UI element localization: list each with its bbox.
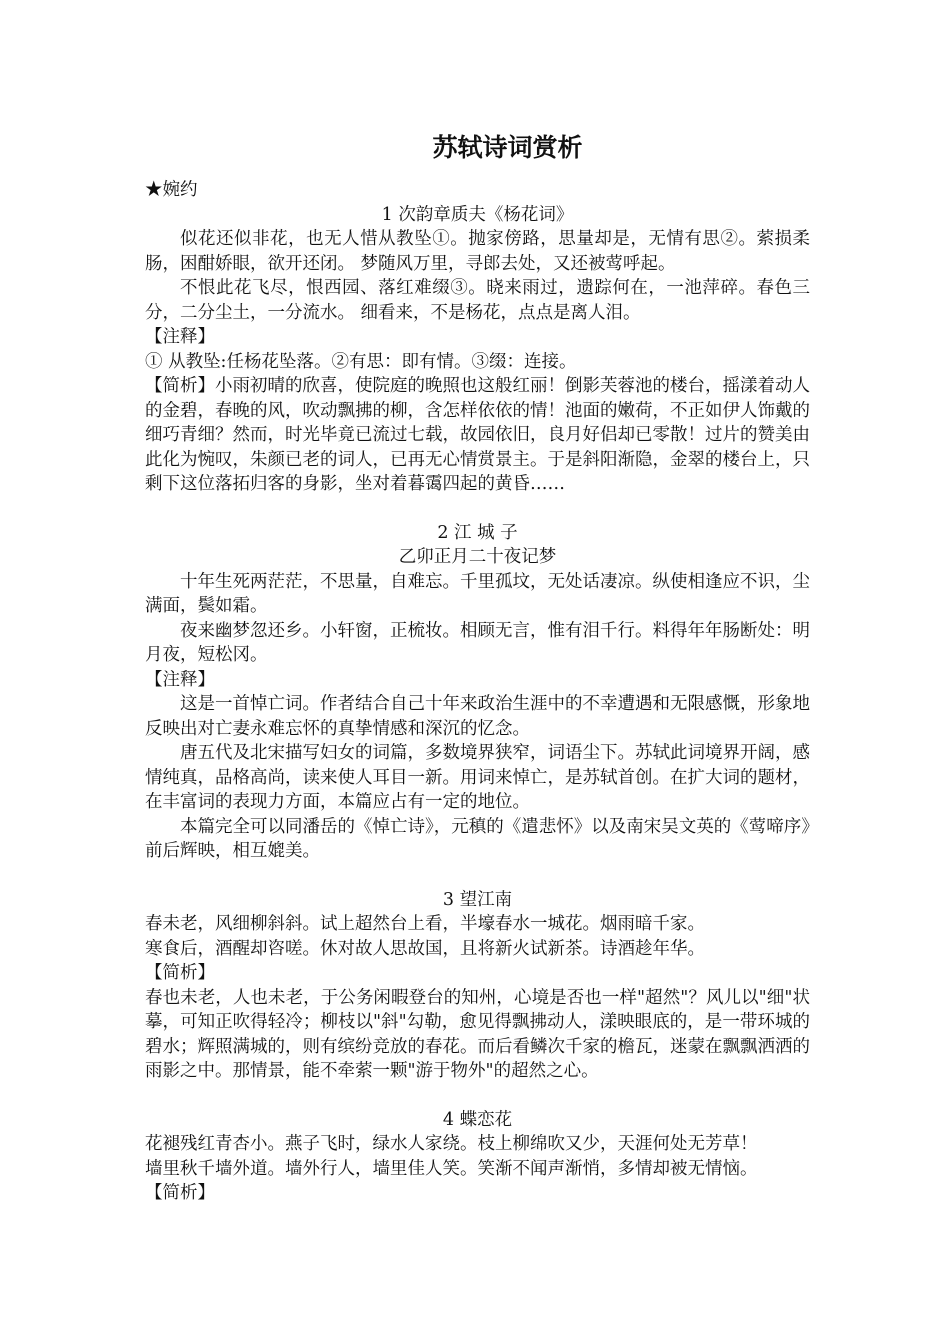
category-label: ★婉约 [145,180,198,200]
section-1 [145,203,810,497]
section-heading: 3 望江南 [442,889,513,910]
notes-paragraph: 这是一首悼亡词。作者结合自己十年来政治生涯中的不幸遭遇和无限感慨，形象地反映出对亡妻永难忘怀的真挚情感和深沉的忆念。 [145,694,810,739]
section-heading: 4 蝶恋花 [442,1109,513,1130]
notes-paragraph: 本篇完全可以同潘岳的《悼亡诗》，元稹的《遣悲怀》以及南宋吴文英的《莺啼序》前后辉映，相互媲美。 [145,816,810,861]
section-spacer [145,1084,810,1108]
poem-stanza: 春未老，风细柳斜斜。试上超然台上看，半壕春水一城花。烟雨暗千家。 [145,914,705,934]
poem-stanza: 十年生死两茫茫，不思量，自难忘。千里孤坟，无处话凄凉。纵使相逢应不识，尘满面，鬓如霜。 [145,571,810,616]
section-3 [145,888,810,1084]
poem-stanza: 墙里秋千墙外道。墙外行人，墙里佳人笑。笑渐不闻声渐悄，多情却被无情恼。 [145,1158,758,1179]
section-4 [145,1108,810,1206]
poem-stanza: 花褪残红青杏小。燕子飞时，绿水人家绕。枝上柳绵吹又少，天涯何处无芳草！ [145,1134,758,1154]
poem-stanza: 寒食后，酒醒却咨嗟。休对故人思故国，且将新火试新茶。诗酒趁年华。 [145,938,705,959]
poem-stanza: 不恨此花飞尽，恨西园、落红难缀③。晓来雨过，遗踪何在，一池萍碎。春色三分，二分尘土，一分流水。 细看来，不是杨花，点点是离人泪。 [145,278,810,323]
section-2 [145,521,810,864]
poem-stanza: 似花还似非花，也无人惜从教坠①。抛家傍路，思量却是，无情有思②。萦损柔肠，困酣娇眼，欲开还闭。 梦随风万里，寻郎去处，又还被莺呼起。 [145,229,810,274]
notes-label: 【注释】 [145,669,215,690]
analysis-label: 【简析】 [145,963,215,983]
section-subheading: 乙卯正月二十夜记梦 [398,547,557,567]
section-spacer [145,497,810,521]
section-heading: 1 次韵章质夫《杨花词》 [381,204,574,225]
notes-paragraph: 唐五代及北宋描写妇女的词篇，多数境界狭窄，词语尘下。苏轼此词境界开阔，感情纯真，品格高尚，读来使人耳目一新。用词来悼亡，是苏轼首创。在扩大词的题材，在丰富词的表现力方面，本篇应占有一定的地位。 [145,743,810,812]
analysis-label: 【简析】 [145,1183,215,1203]
notes-text: ① 从教坠:任杨花坠落。②有思：即有情。③缀：连接。 [145,351,577,372]
notes-label: 【注释】 [145,327,215,347]
analysis-text: 【简析】小雨初晴的欣喜，使院庭的晚照也这般红丽！倒影芙蓉池的楼台，摇漾着动人的金碧，春晚的风，吹动飘拂的柳，含怎样依依的情！池面的嫩荷，不正如伊人饰戴的细巧青细？然而，时光毕竟已流过七载，故园依旧，良月好侣却已零散！过片的赞美由此化为惋叹，朱颜已老的词人，已再无心情赏景主。于是斜阳渐隐，金翠的楼台上，只剩下这位落拓归客的身影，坐对着暮霭四起的黄昏…… [145,376,810,494]
document-content [145,130,810,1206]
section-heading: 2 江 城 子 [437,522,518,543]
section-spacer [145,864,810,888]
analysis-text: 春也未老，人也未老，于公务闲暇登台的知州，心境是否也一样"超然"？风儿以"细"状摹，可知正吹得轻冷；柳枝以"斜"勾勒，愈见得飘拂动人，漾映眼底的，是一带环城的碧水；辉照满城的，则有缤纷竞放的春花。而后看鳞次千家的檐瓦，迷蒙在飘飘洒洒的雨影之中。那情景，能不牵萦一颗"游于物外"的超然之心。 [145,987,810,1081]
page-title: 苏轼诗词赏析 [432,133,583,162]
poem-stanza: 夜来幽梦忽还乡。小轩窗，正梳妆。相顾无言，惟有泪千行。料得年年肠断处：明月夜，短松冈。 [145,620,810,665]
